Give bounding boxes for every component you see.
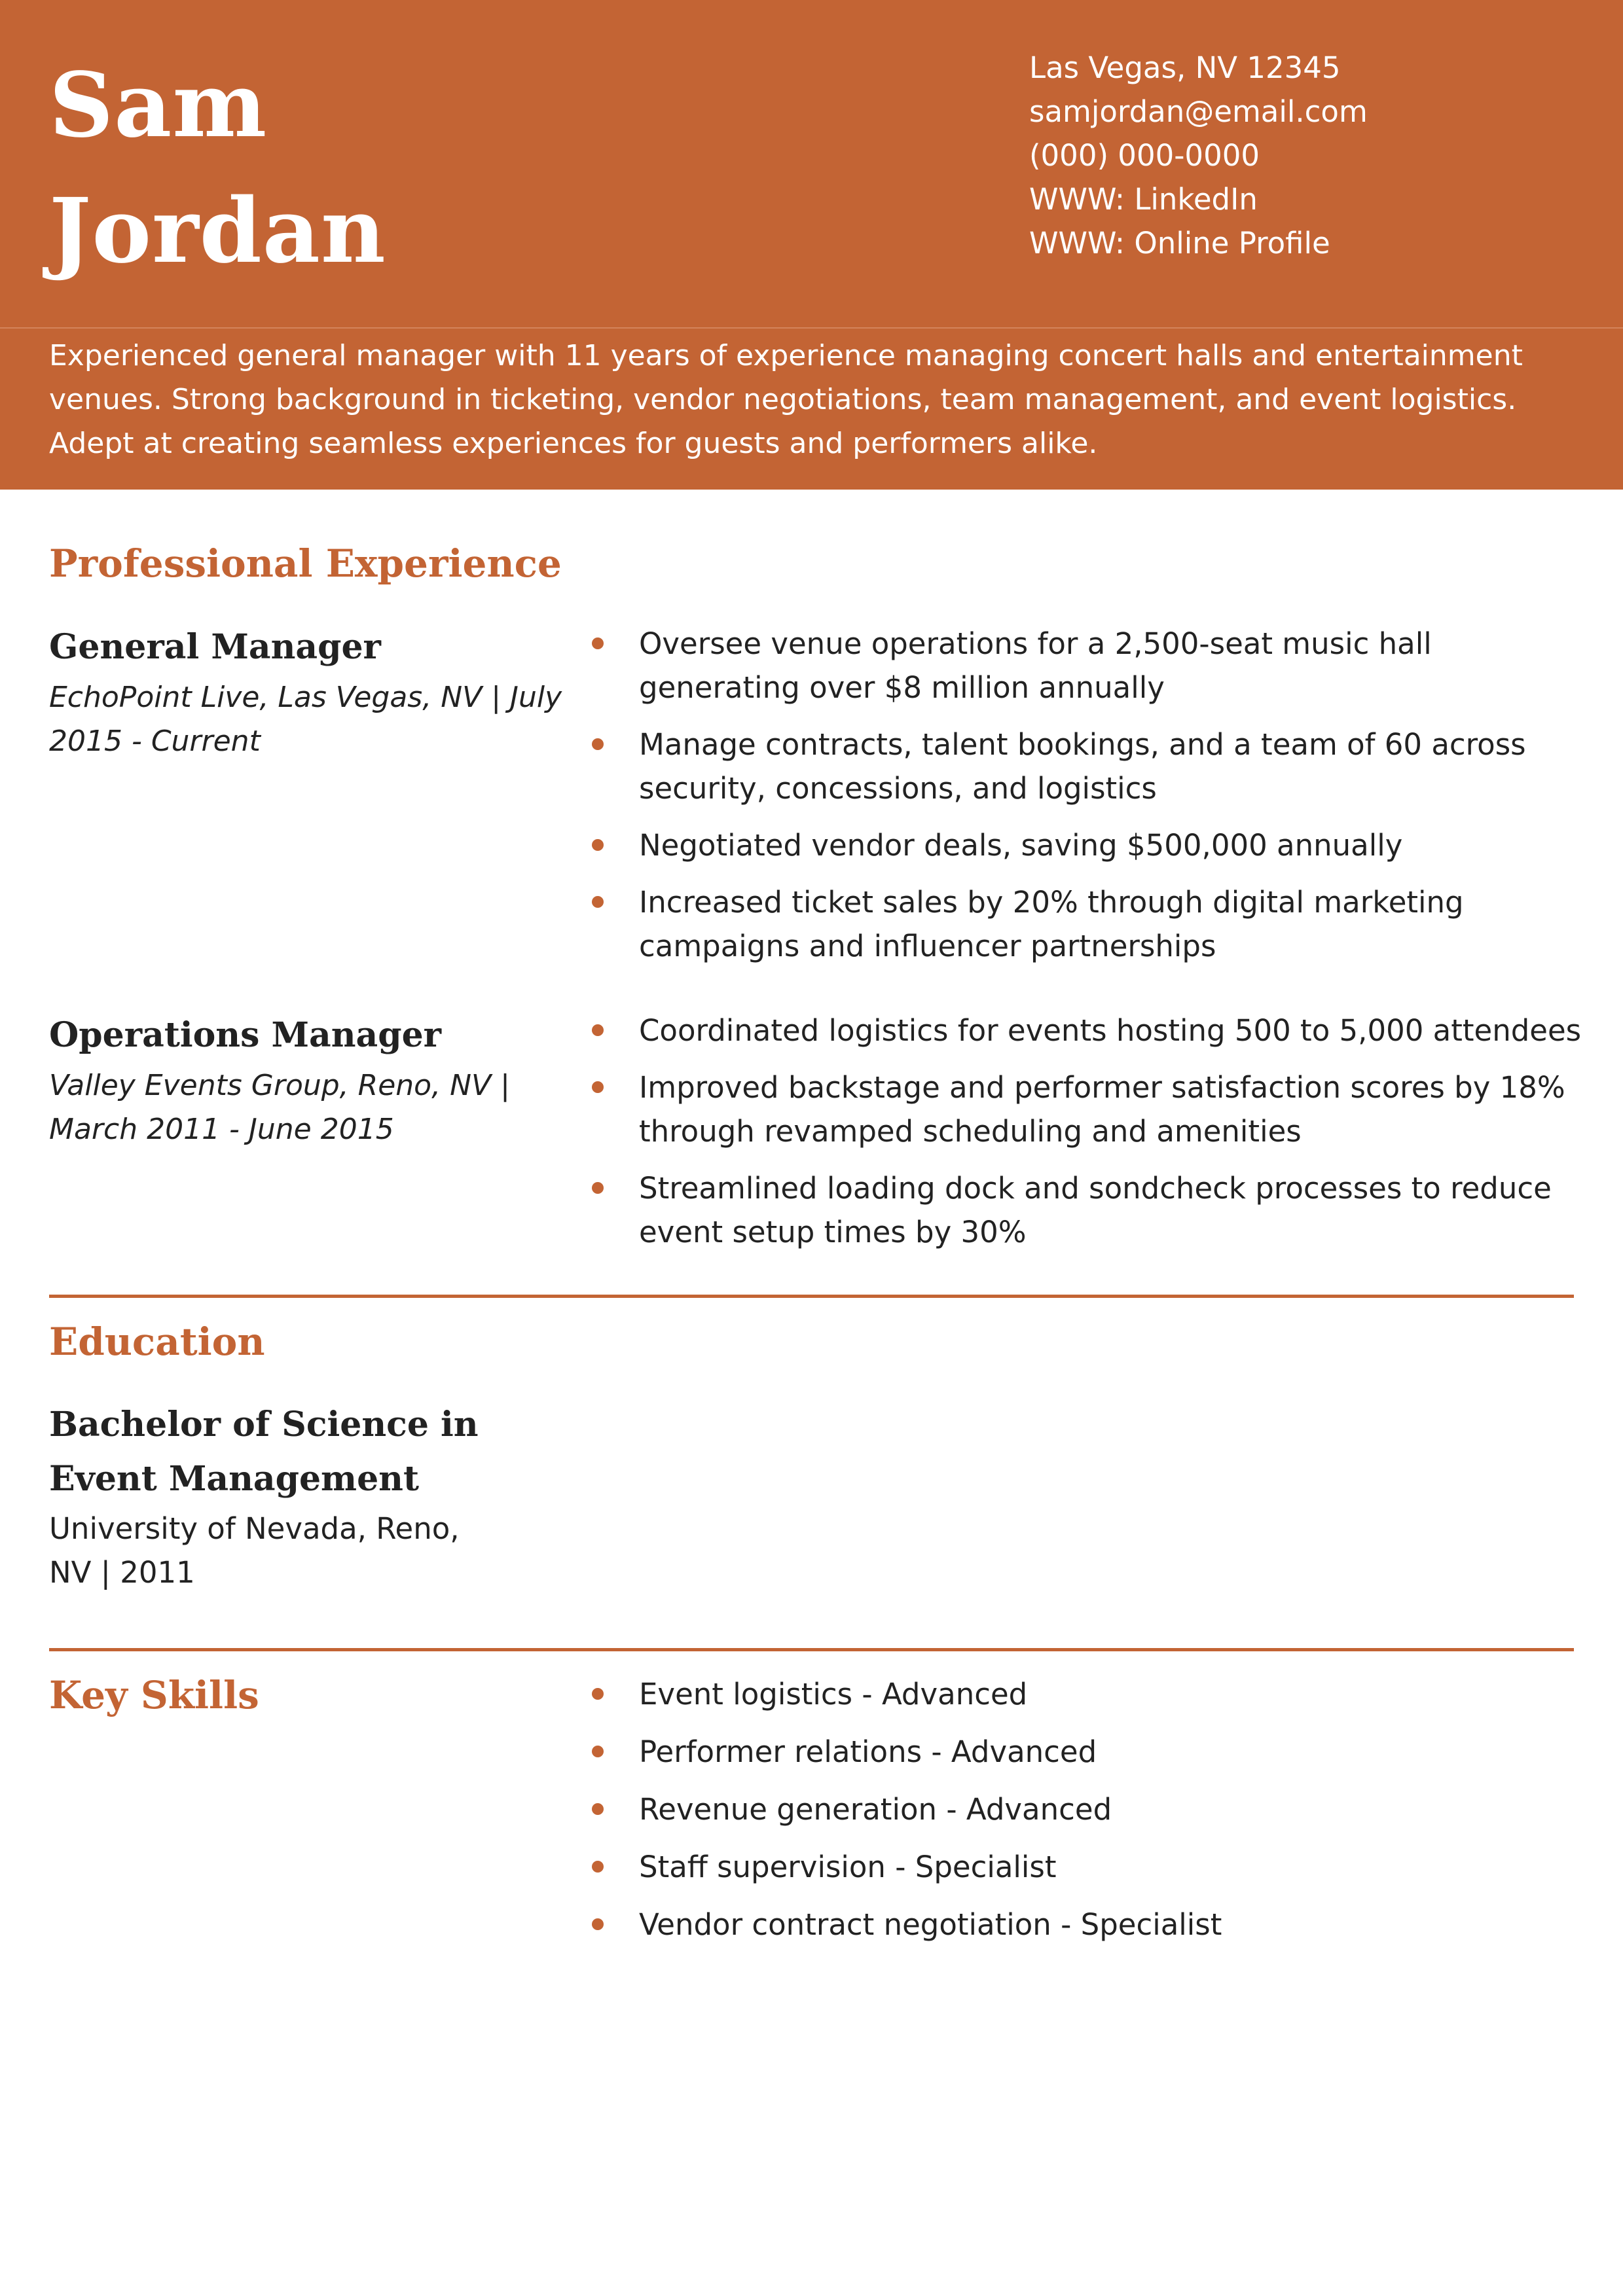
- skill-text: Vendor contract negotiation - Specialist: [639, 1907, 1222, 1942]
- header-divider: [0, 327, 1623, 329]
- skill-text: Revenue generation - Advanced: [639, 1792, 1112, 1827]
- header-band: [0, 0, 1623, 490]
- experience-heading: Professional Experience: [49, 541, 562, 586]
- bullet-dot-icon: [592, 1861, 604, 1873]
- job-title: General Manager: [49, 627, 381, 667]
- bullet-dot-icon: [592, 637, 604, 649]
- contact-linkedin[interactable]: WWW: LinkedIn: [1029, 182, 1258, 217]
- section-divider: [49, 1295, 1574, 1298]
- job-meta: EchoPoint Live, Las Vegas, NV | July 2015 - Current: [49, 681, 562, 758]
- bullet-text: Improved backstage and performer satisfaction scores by 18% through revamped scheduling and amenities: [639, 1070, 1565, 1149]
- bullet-dot-icon: [592, 1688, 604, 1700]
- bullet-dot-icon: [592, 1182, 604, 1194]
- bullet-text: Increased ticket sales by 20% through digital marketing campaigns and influencer partnerships: [639, 885, 1464, 963]
- bullet-dot-icon: [592, 1081, 604, 1093]
- job-bullets: [589, 622, 1584, 981]
- bullet-dot-icon: [592, 1746, 604, 1757]
- skills-list: [589, 1672, 1584, 1960]
- contact-info: [1029, 46, 1368, 265]
- skill-text: Staff supervision - Specialist: [639, 1850, 1057, 1884]
- bullet-item: [589, 723, 1584, 810]
- contact-email[interactable]: samjordan@email.com: [1029, 94, 1368, 129]
- bullet-dot-icon: [592, 1024, 604, 1036]
- skill-item: [589, 1787, 1584, 1831]
- bullet-item: [589, 880, 1584, 968]
- skill-item: [589, 1730, 1584, 1774]
- professional-summary: Experienced general manager with 11 years of experience managing concert halls and entertainment venues. Strong background in ticketing, vendor negotiations, team management, and event logistics. Adept at creating seamless experiences for guests and performers alike.: [49, 339, 1523, 460]
- job-meta: Valley Events Group, Reno, NV | March 2011 - June 2015: [49, 1069, 510, 1146]
- skill-item: [589, 1903, 1584, 1946]
- skill-item: [589, 1672, 1584, 1716]
- job-title: Operations Manager: [49, 1015, 442, 1055]
- bullet-dot-icon: [592, 839, 604, 851]
- bullet-item: [589, 823, 1584, 867]
- bullet-dot-icon: [592, 1918, 604, 1930]
- bullet-text: Manage contracts, talent bookings, and a team of 60 across security, concessions, and logistics: [639, 727, 1526, 806]
- bullet-dot-icon: [592, 896, 604, 908]
- bullet-text: Streamlined loading dock and sondcheck processes to reduce event setup times by 30%: [639, 1171, 1552, 1249]
- bullet-item: [589, 1009, 1584, 1052]
- bullet-text: Coordinated logistics for events hosting 500 to 5,000 attendees: [639, 1013, 1582, 1048]
- bullet-text: Oversee venue operations for a 2,500-seat music hall generating over $8 million annually: [639, 626, 1432, 705]
- bullet-item: [589, 1066, 1584, 1153]
- contact-online-profile[interactable]: WWW: Online Profile: [1029, 226, 1330, 260]
- bullet-text: Negotiated vendor deals, saving $500,000 annually: [639, 828, 1403, 863]
- education-heading: Education: [49, 1319, 265, 1364]
- bullet-item: [589, 622, 1584, 709]
- first-name: Sam: [49, 53, 268, 158]
- degree-title: Bachelor of Science in Event Management: [49, 1405, 479, 1499]
- bullet-dot-icon: [592, 1803, 604, 1815]
- contact-address: Las Vegas, NV 12345: [1029, 50, 1341, 85]
- skill-item: [589, 1845, 1584, 1889]
- skills-heading: Key Skills: [49, 1673, 259, 1717]
- skill-text: Performer relations - Advanced: [639, 1734, 1097, 1769]
- last-name: Jordan: [49, 179, 386, 283]
- section-divider: [49, 1648, 1574, 1651]
- bullet-item: [589, 1166, 1584, 1254]
- job-bullets: [589, 1009, 1584, 1267]
- school-info: University of Nevada, Reno, NV | 2011: [49, 1511, 460, 1590]
- contact-phone: (000) 000-0000: [1029, 138, 1260, 173]
- bullet-dot-icon: [592, 738, 604, 750]
- skill-text: Event logistics - Advanced: [639, 1677, 1028, 1712]
